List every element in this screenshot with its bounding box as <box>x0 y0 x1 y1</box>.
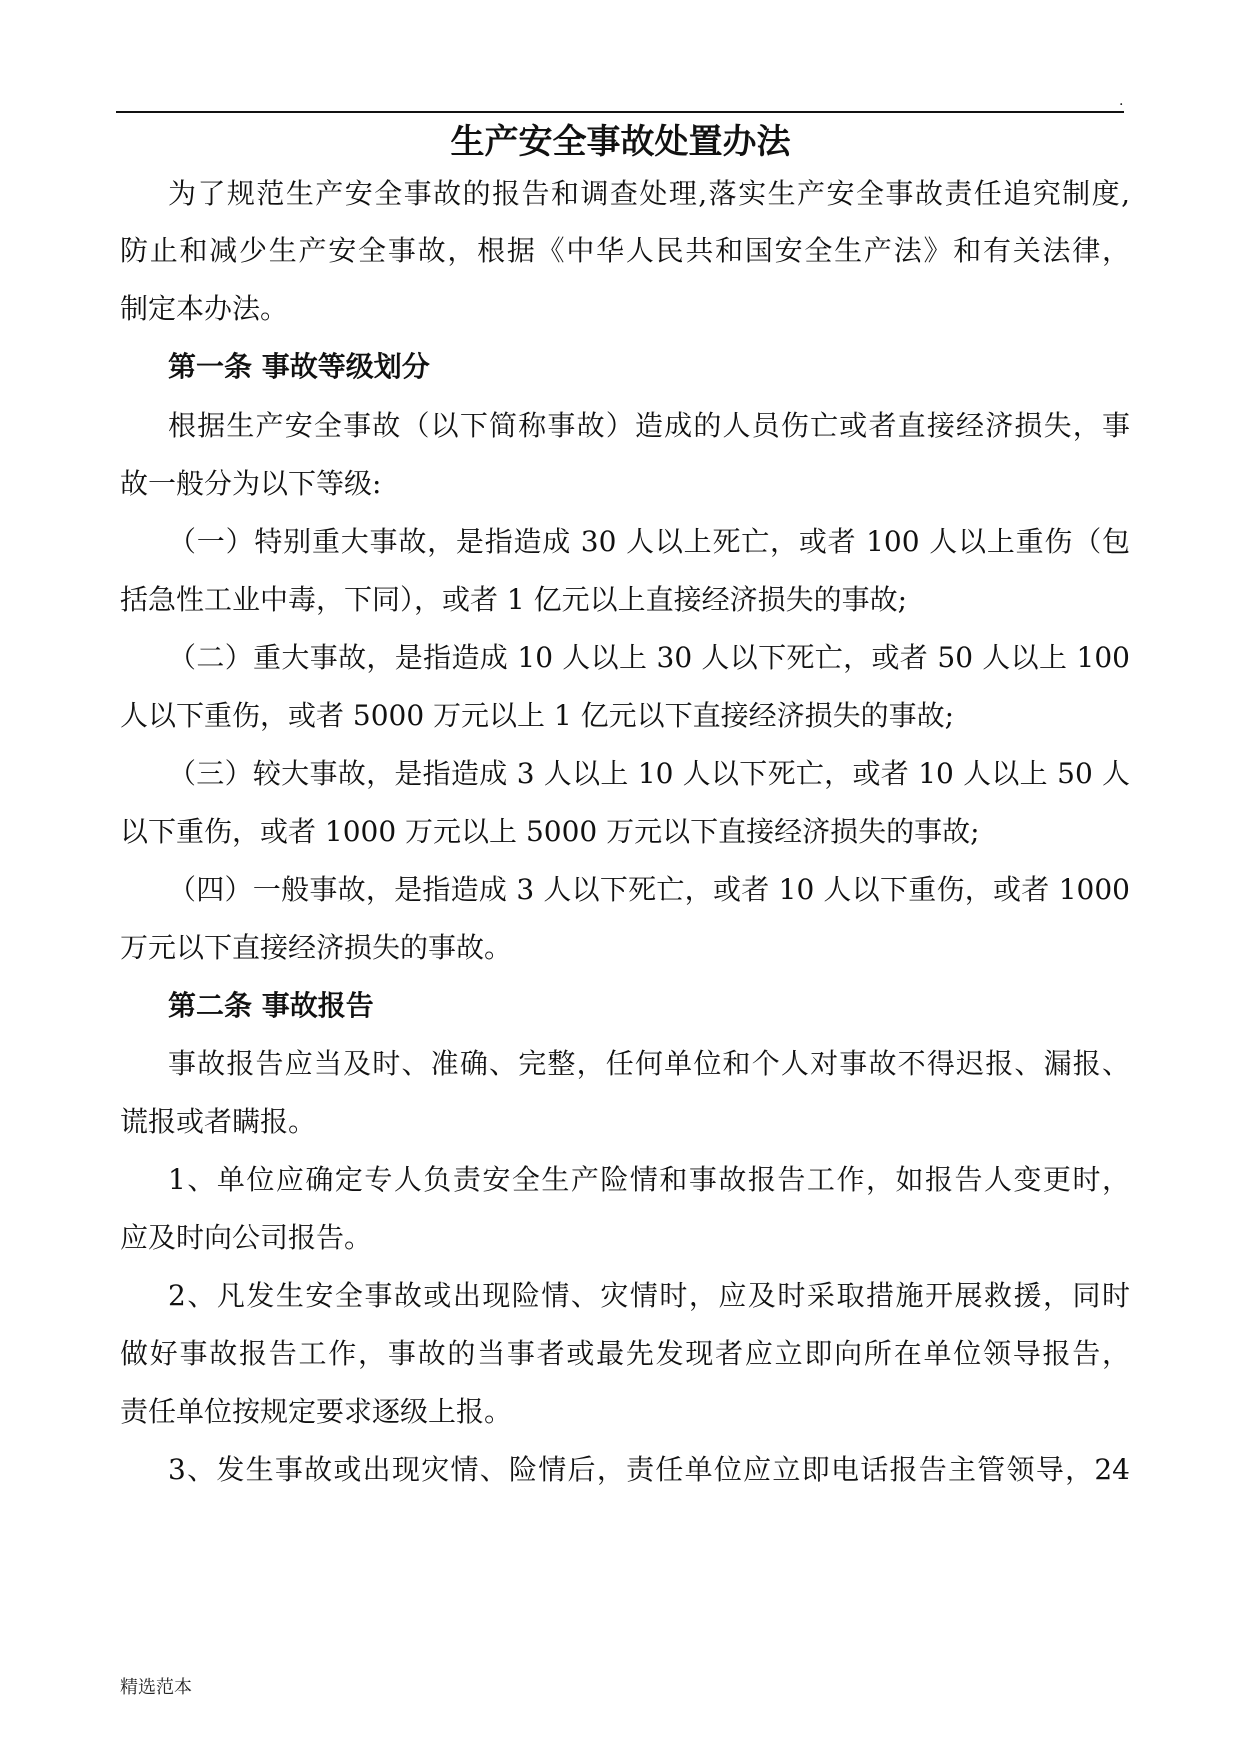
body-line: 事故报告应当及时、准确、完整，任何单位和个人对事故不得迟报、漏报、 <box>168 1047 1130 1080</box>
body-line: 责任单位按规定要求逐级上报。 <box>120 1395 513 1428</box>
body-line: 制定本办法。 <box>120 292 289 325</box>
page-footer: 精选范本 <box>120 1677 192 1698</box>
body-line: （二）重大事故，是指造成 10 人以上 30 人以下死亡，或者 50 人以上 100 <box>168 641 1130 674</box>
body-line: 谎报或者瞒报。 <box>120 1105 317 1138</box>
body-line: 根据生产安全事故（以下简称事故）造成的人员伤亡或者直接经济损失，事 <box>168 409 1130 442</box>
body-line: 人以下重伤，或者 5000 万元以上 1 亿元以下直接经济损失的事故; <box>120 699 955 732</box>
body-line: 2、凡发生安全事故或出现险情、灾情时，应及时采取措施开展救援，同时 <box>168 1279 1130 1312</box>
body-line: 为了规范生产安全事故的报告和调查处理,落实生产安全事故责任追究制度, <box>168 177 1130 210</box>
body-line: 万元以下直接经济损失的事故。 <box>120 931 513 964</box>
body-line: 故一般分为以下等级: <box>120 467 382 500</box>
body-line: （三）较大事故，是指造成 3 人以上 10 人以下死亡，或者 10 人以上 50 人 <box>168 757 1130 790</box>
section-heading: 第一条 事故等级划分 <box>168 350 430 383</box>
header-mark: . <box>1119 93 1124 109</box>
body-line: 括急性工业中毒，下同），或者 1 亿元以上直接经济损失的事故; <box>120 583 908 616</box>
body-line: （一）特别重大事故，是指造成 30 人以上死亡，或者 100 人以上重伤（包 <box>168 525 1130 558</box>
body-line: 以下重伤，或者 1000 万元以上 5000 万元以下直接经济损失的事故; <box>120 815 980 848</box>
body-line: 做好事故报告工作，事故的当事者或最先发现者应立即向所在单位领导报告， <box>120 1337 1130 1370</box>
header-rule <box>116 111 1124 113</box>
body-line: 应及时向公司报告。 <box>120 1221 373 1254</box>
body-line: 1、单位应确定专人负责安全生产险情和事故报告工作，如报告人变更时， <box>168 1163 1130 1196</box>
body-line: 防止和减少生产安全事故，根据《中华人民共和国安全生产法》和有关法律， <box>120 234 1130 267</box>
document-title: 生产安全事故处置办法 <box>450 122 791 162</box>
body-line: 3、发生事故或出现灾情、险情后，责任单位应立即电话报告主管领导，24 <box>168 1453 1130 1486</box>
section-heading: 第二条 事故报告 <box>168 989 374 1022</box>
body-line: （四）一般事故，是指造成 3 人以下死亡，或者 10 人以下重伤，或者 1000 <box>168 873 1130 906</box>
